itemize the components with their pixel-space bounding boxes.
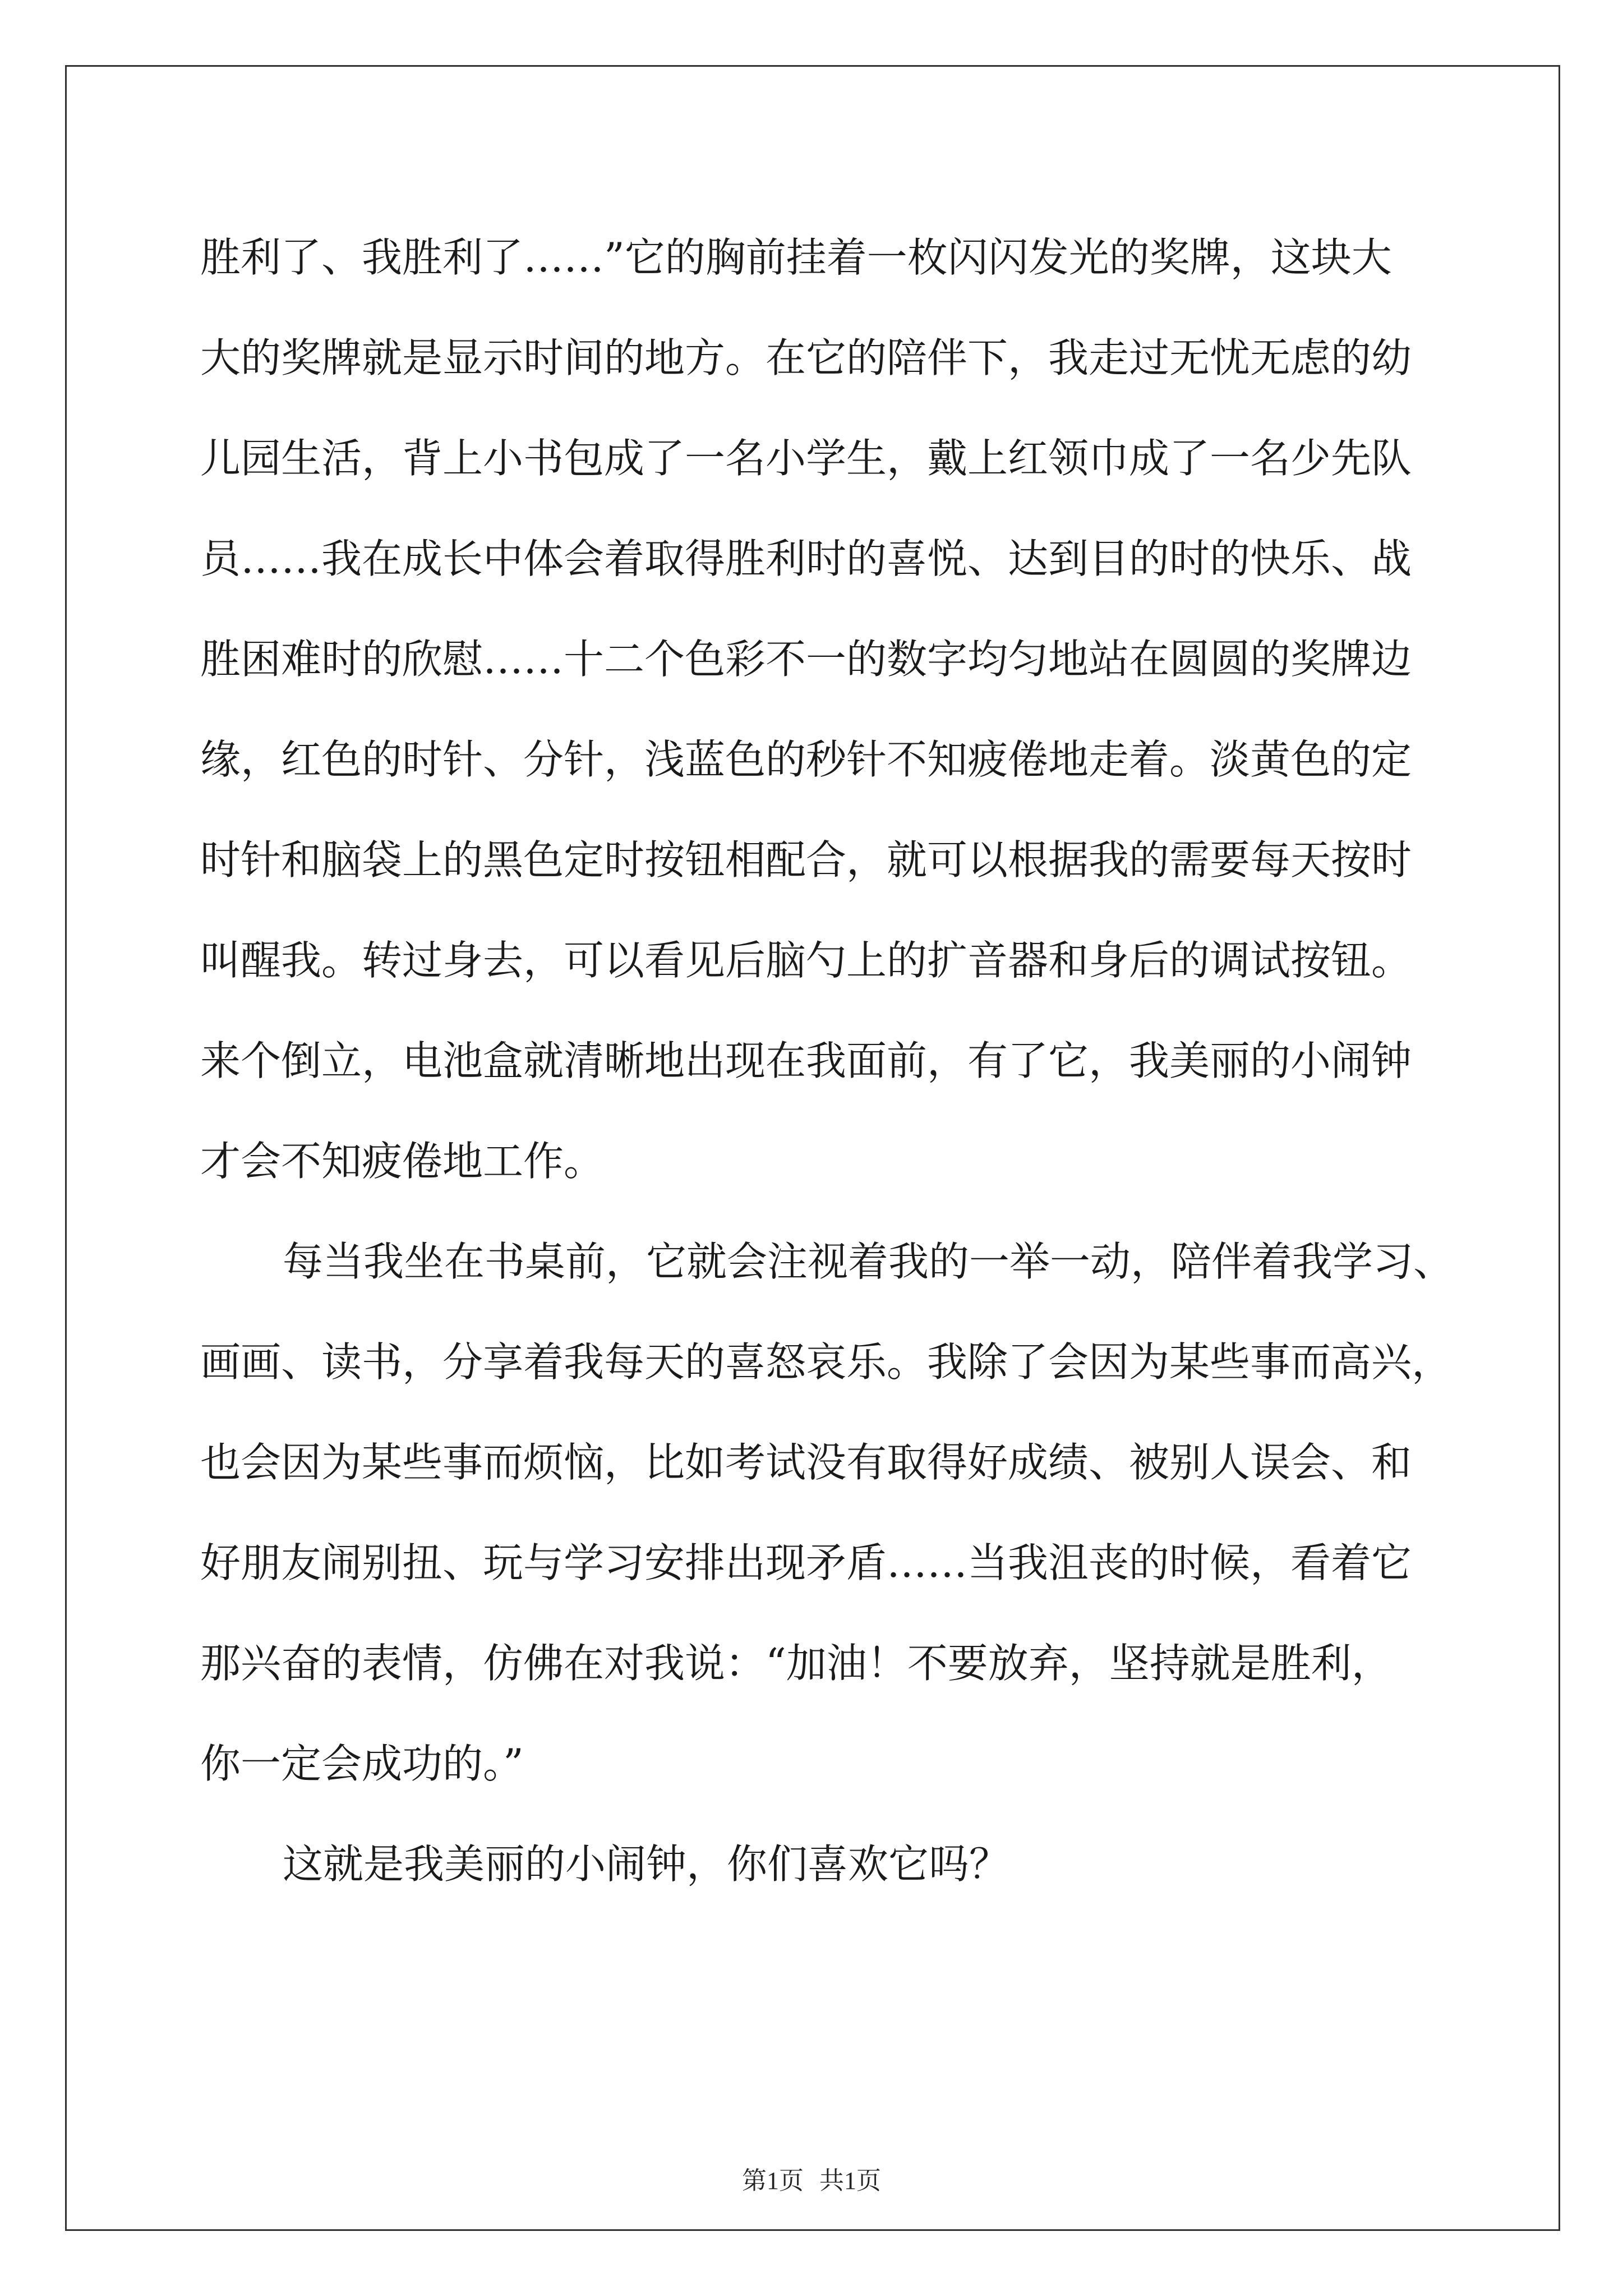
text-line: 胜利了、我胜利了……”它的胸前挂着一枚闪闪发光的奖牌，这块大: [200, 234, 1392, 281]
text-line: 那兴奋的表情，仿佛在对我说：“加油！不要放弃，坚持就是胜利，: [200, 1640, 1392, 1687]
text-line: 也会因为某些事而烦恼，比如考试没有取得好成绩、被别人误会、和: [200, 1439, 1412, 1486]
text-line: 你一定会成功的。”: [200, 1740, 524, 1787]
paragraph-2: [200, 1212, 1454, 1814]
document-body: [200, 208, 1454, 1915]
page-footer: [0, 2164, 1623, 2198]
text-line: 每当我坐在书桌前，它就会注视着我的一举一动，陪伴着我学习、: [283, 1238, 1454, 1285]
text-line: 员……我在成长中体会着取得胜利时的喜悦、达到目的时的快乐、战: [200, 535, 1412, 582]
text-line: 儿园生活，背上小书包成了一名小学生，戴上红领巾成了一名少先队: [200, 435, 1412, 482]
text-line: 才会不知疲倦地工作。: [200, 1138, 605, 1185]
text-line: 时针和脑袋上的黑色定时按钮相配合，就可以根据我的需要每天按时: [200, 836, 1412, 884]
page-number: 第1页: [742, 2167, 804, 2194]
text-line: 大的奖牌就是显示时间的地方。在它的陪伴下，我走过无忧无虑的幼: [200, 334, 1412, 381]
text-line: 这就是我美丽的小闹钟，你们喜欢它吗？: [283, 1841, 1010, 1888]
text-line: 缘，红色的时针、分针，浅蓝色的秒针不知疲倦地走着。淡黄色的定: [200, 736, 1412, 783]
text-line: 胜困难时的欣慰……十二个色彩不一的数字均匀地站在圆圆的奖牌边: [200, 636, 1412, 683]
paragraph-3: [200, 1814, 1434, 1915]
text-line: 好朋友闹别扭、玩与学习安排出现矛盾……当我沮丧的时候，看着它: [200, 1539, 1412, 1586]
text-line: 来个倒立，电池盒就清晰地出现在我面前，有了它，我美丽的小闹钟: [200, 1037, 1412, 1084]
page-total: 共1页: [819, 2167, 881, 2194]
text-line: 画画、读书，分享着我每天的喜怒哀乐。我除了会因为某些事而高兴，: [200, 1338, 1453, 1386]
text-line: 叫醒我。转过身去，可以看见后脑勺上的扩音器和身后的调试按钮。: [200, 937, 1412, 984]
paragraph-1: [200, 208, 1434, 1212]
